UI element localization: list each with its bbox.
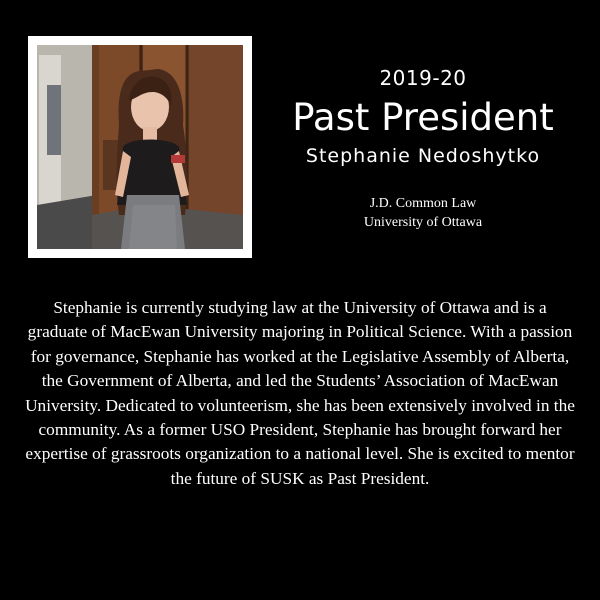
portrait-photo-frame bbox=[28, 36, 252, 258]
biography-text: Stephanie is currently studying law at the University of Ottawa and is a graduate of MacEwan University majoring in Political Science. With a passion for governance, Stephanie has worked at the Legislative Assembly of Alberta, the Government of Alberta, and led the Students’ Association of MacEwan University. Dedicated to volunteerism, she has been extensively involved in the community. As a former USO President, Stephanie has brought forward her expertise of grassroots organization to a national level. She is excited to mentor the future of SUSK as Past President. bbox=[25, 298, 575, 488]
term-year: 2019-20 bbox=[379, 66, 467, 90]
person-name: Stephanie Nedoshytko bbox=[305, 145, 541, 167]
position-title: Past President bbox=[292, 96, 554, 139]
degree-text: J.D. Common Law bbox=[369, 196, 477, 211]
portrait-photo bbox=[37, 45, 243, 249]
credentials bbox=[320, 194, 526, 232]
school-text: University of Ottawa bbox=[363, 215, 483, 230]
